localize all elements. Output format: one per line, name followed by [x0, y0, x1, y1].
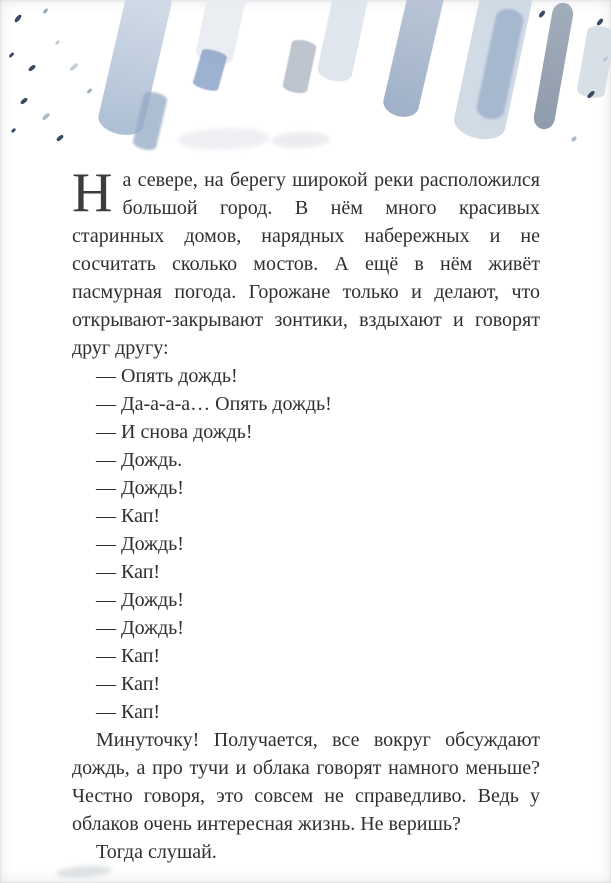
dialogue-line: — Кап! — [96, 701, 161, 723]
rain-dot — [564, 6, 570, 13]
smudge — [56, 864, 113, 880]
dialogue-line: — Дождь! — [96, 533, 184, 555]
rain-streak — [194, 0, 252, 67]
dialogue-line: — Дождь. — [96, 449, 183, 471]
rain-dot — [86, 88, 92, 94]
rain-streak — [316, 0, 374, 84]
rain-dot — [69, 62, 79, 72]
rain-dot — [570, 135, 577, 142]
dialogue-line: — Дождь! — [96, 589, 184, 611]
paragraph: Тогда слушай. — [96, 841, 217, 863]
rain-streak — [532, 1, 575, 131]
rain-dot — [56, 134, 65, 142]
rain-streak — [192, 47, 228, 93]
rain-dot — [596, 18, 604, 27]
rain-dot — [20, 97, 29, 105]
dialogue-line: — Кап! — [96, 645, 161, 667]
rain-streak — [475, 6, 526, 121]
rain-dot — [586, 90, 595, 99]
story-text — [72, 162, 540, 866]
dialogue-line: — Да-а-а-а… Опять дождь! — [96, 393, 332, 415]
dialogue-line: — Кап! — [96, 673, 161, 695]
drop-cap: Н — [72, 162, 113, 224]
dialogue-line: — И снова дождь! — [96, 421, 253, 443]
dialogue-line: — Кап! — [96, 561, 161, 583]
closing-paragraphs — [72, 726, 540, 866]
opening-text: а севере, на берегу широкой реки расположился большой город. В нём много красивых старинных домов, нарядных набережных и не сосчитать сколько мостов. А ещё в нём живёт пасмурная погода. Горожане только и делают, что открывают-закрывают зонтики, вздыхают и говорят друг другу: — [72, 169, 540, 359]
rain-streak — [132, 90, 168, 152]
paragraph: Минуточку! Получается, все вокруг обсуждают дождь, а про тучи и облака говорят намного меньше? Честно говоря, это совсем не справедливо. Ведь у облаков очень интересная жизнь. Не веришь? — [72, 729, 540, 835]
rain-streak — [381, 0, 448, 120]
dialogue-line: — Опять дождь! — [96, 365, 238, 387]
rain-dot — [14, 14, 23, 23]
rain-dot — [55, 40, 61, 46]
rain-dot — [99, 118, 105, 124]
rain-streak — [282, 38, 317, 95]
dialogue-list — [72, 362, 540, 726]
rain-dot — [538, 10, 546, 19]
dialogue-line: — Кап! — [96, 505, 161, 527]
smudge — [178, 126, 271, 151]
opening-paragraph — [72, 162, 540, 362]
rain-dot — [11, 128, 17, 134]
rain-dot — [41, 112, 50, 121]
dialogue-line: — Дождь! — [96, 477, 184, 499]
rain-dot — [602, 56, 608, 62]
rain-dot — [8, 52, 14, 58]
smudge — [272, 131, 331, 149]
rain-streak — [576, 24, 611, 100]
rain-streak — [451, 0, 537, 144]
dialogue-line: — Дождь! — [96, 617, 184, 639]
rain-streak — [95, 0, 174, 139]
rain-dot — [28, 64, 37, 72]
rain-dot — [42, 8, 48, 15]
